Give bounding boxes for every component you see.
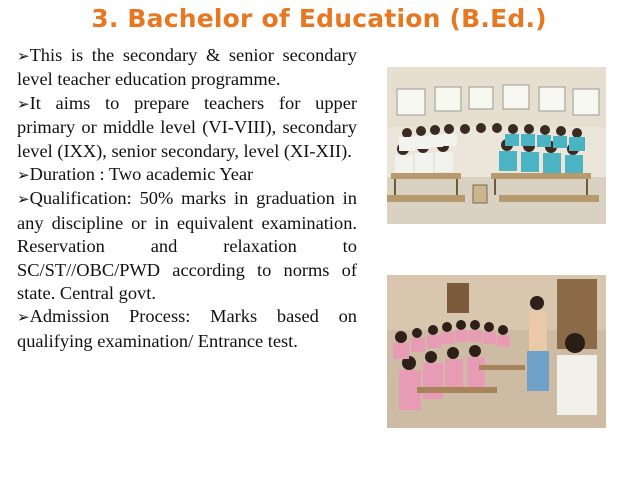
arrow-bullet-icon: ➢ [17, 47, 30, 65]
bullet-item [17, 44, 357, 92]
bullet-item [17, 305, 357, 353]
arrow-bullet-icon: ➢ [17, 94, 30, 113]
arrow-bullet-icon: ➢ [17, 166, 30, 185]
classroom-photo-2 [387, 275, 606, 428]
bullet-text: Duration : Two academic Year [29, 164, 254, 185]
arrow-bullet-icon: ➢ [17, 190, 30, 209]
photo-icon [387, 275, 606, 428]
photo-icon [387, 67, 606, 224]
bullet-list [17, 44, 357, 353]
bullet-item [17, 92, 357, 163]
arrow-bullet-icon: ➢ [17, 308, 30, 327]
bullet-item [17, 187, 357, 305]
bullet-item [17, 163, 357, 187]
bullet-text: This is the secondary & senior secondary level teacher education programme. [17, 45, 357, 90]
slide-title: 3. Bachelor of Education (B.Ed.) [91, 4, 547, 33]
bullet-text: It aims to prepare teachers for upper primary or middle level (VI-VIII), secondary level (IXX), senior secondary, level (XI-XII). [17, 92, 357, 161]
bullet-text: Qualification: 50% marks in graduation in any discipline or in equivalent examination. Reservation and relaxation to SC/ST//OBC/PWD according to norms of state. Central govt. [17, 188, 357, 304]
bullet-text: Admission Process: Marks based on qualifying examination/ Entrance test. [17, 306, 357, 351]
classroom-photo-1 [387, 67, 606, 224]
